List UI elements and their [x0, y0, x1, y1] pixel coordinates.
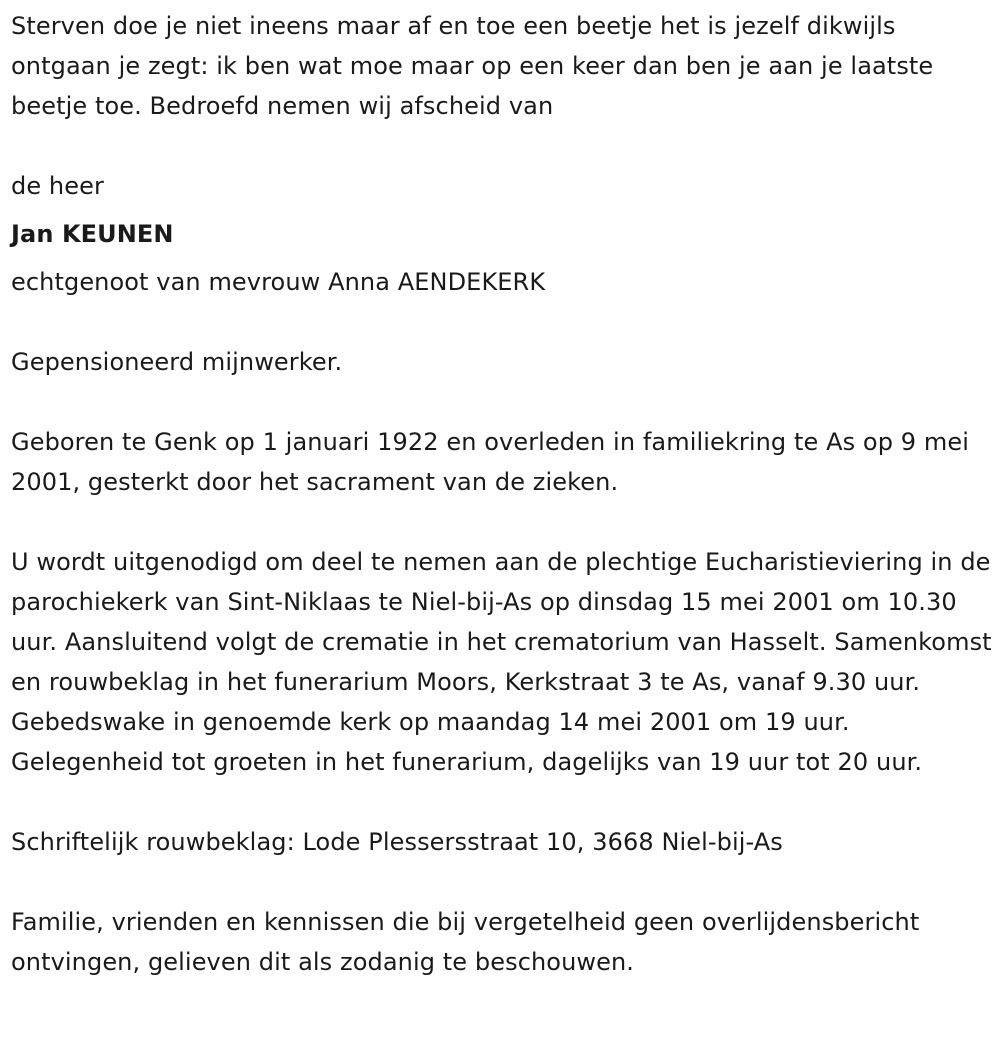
title-prefix: de heer: [11, 172, 104, 200]
closing-paragraph: Familie, vrienden en kennissen die bij vergetelheid geen overlijdensbericht ontvingen, gelieven dit als zodanig te beschouwen.: [11, 908, 920, 976]
condolence-address: Schriftelijk rouwbeklag: Lode Plessersstraat 10, 3668 Niel-bij-As: [11, 828, 783, 856]
spacer: [11, 126, 993, 166]
intro-poem: Sterven doe je niet ineens maar af en toe een beetje het is jezelf dikwijls ontgaan je zegt: ik ben wat moe maar op een keer dan ben je aan je laatste beetje toe. Bedroefd nemen wij afscheid van: [11, 12, 934, 120]
spacer: [11, 206, 993, 214]
ceremony-paragraph: U wordt uitgenodigd om deel te nemen aan de plechtige Eucharistieviering in de parochiekerk van Sint-Niklaas te Niel-bij-As op dinsdag 15 mei 2001 om 10.30 uur. Aansluitend volgt de crematie in het crematorium van Hasselt. Samenkomst en rouwbeklag in het funerarium Moors, Kerkstraat 3 te As, vanaf 9.30 uur. Gebedswake in genoemde kerk op maandag 14 mei 2001 om 19 uur. Gelegenheid tot groeten in het funerarium, dagelijks van 19 uur tot 20 uur.: [11, 548, 992, 776]
spouse-line: echtgenoot van mevrouw Anna AENDEKERK: [11, 268, 546, 296]
spacer: [11, 502, 993, 542]
spacer: [11, 862, 993, 902]
spacer: [11, 254, 993, 262]
birth-death-paragraph: Geboren te Genk op 1 januari 1922 en overleden in familiekring te As op 9 mei 2001, gesterkt door het sacrament van de zieken.: [11, 428, 969, 496]
occupation: Gepensioneerd mijnwerker.: [11, 348, 343, 376]
deceased-name: Jan KEUNEN: [11, 220, 174, 248]
obituary-document: [11, 6, 993, 982]
spacer: [11, 382, 993, 422]
spacer: [11, 302, 993, 342]
spacer: [11, 782, 993, 822]
